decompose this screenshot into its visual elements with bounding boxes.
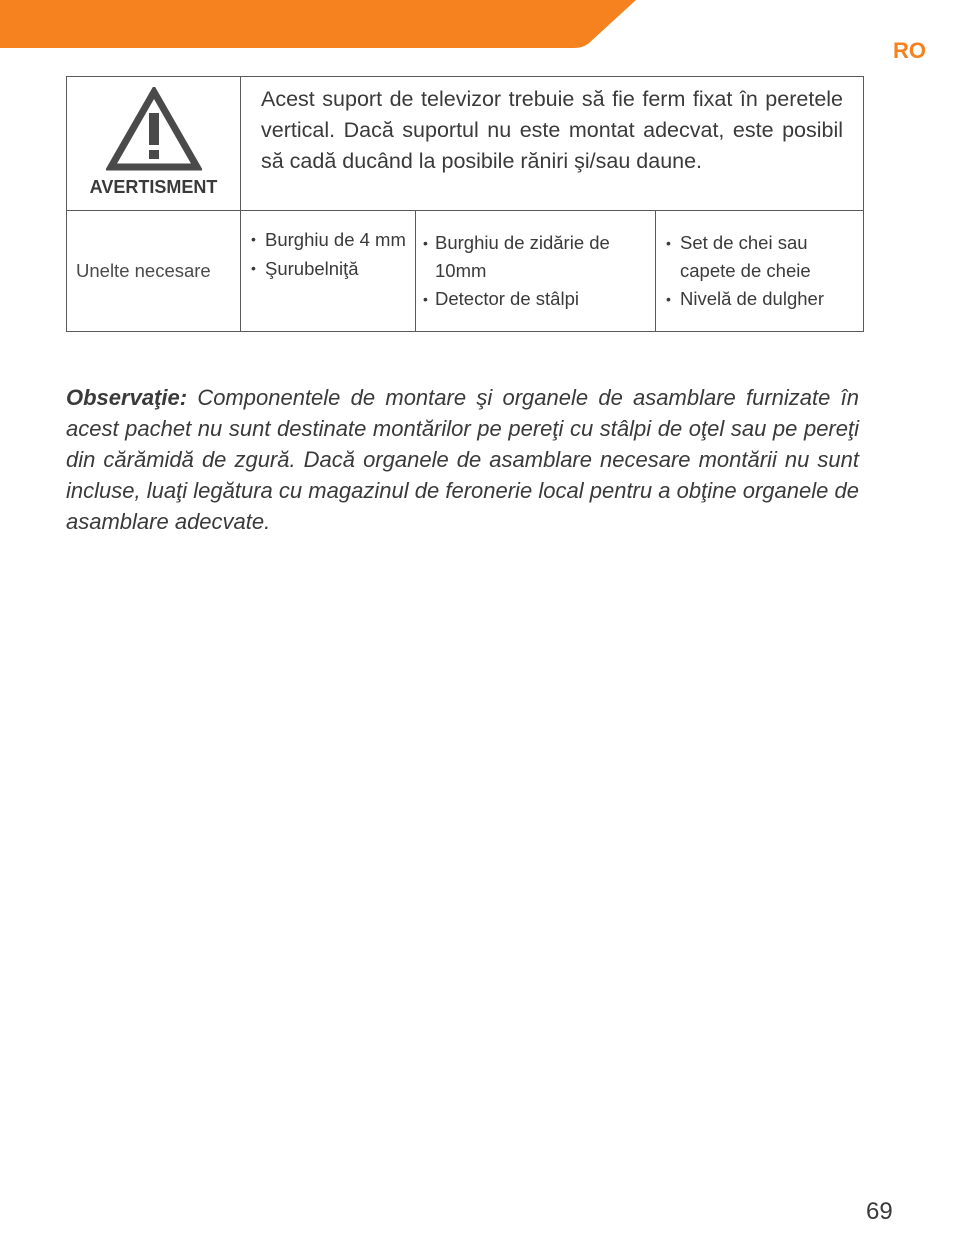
- note-text: Componentele de montare şi organele de asamblare furnizate în acest pachet nu sunt destinate montărilor pe pereţi cu stâlpi de oţel sau pe pereţi din cărămidă de zgură. Dacă organele de asamblare necesare montării nu sunt incluse, luaţi legătura cu magazinul de feronerie local pentru a obţine organele de asamblare adecvate.: [66, 385, 859, 534]
- tools-row: [67, 211, 864, 332]
- page-number: 69: [866, 1198, 893, 1225]
- warning-triangle-icon: [106, 87, 202, 171]
- warning-text: Acest suport de televizor trebuie să fie ferm fixat în peretele vertical. Dacă suportul nu este montat adecvat, este posibil să cadă ducând la posibile răniri şi/sau daune.: [261, 87, 844, 173]
- tools-column-3: [656, 211, 864, 332]
- header-banner: [0, 0, 640, 50]
- warning-row: [67, 77, 864, 211]
- tool-item: • Burghiu de 4 mm: [251, 225, 415, 254]
- tools-column-1: [241, 211, 416, 332]
- tool-list: [666, 229, 863, 313]
- tool-list: [423, 229, 655, 313]
- language-code: RO: [893, 38, 926, 63]
- tool-item: • Şurubelniţă: [251, 254, 415, 283]
- tools-label: Unelte necesare: [67, 211, 241, 332]
- warning-text-cell: [241, 77, 864, 211]
- safety-table: [66, 76, 864, 332]
- tool-item: • Set de chei sau capete de cheie: [666, 229, 863, 285]
- tool-item: • Burghiu de zidărie de 10mm: [423, 229, 655, 285]
- warning-cell: [67, 77, 241, 211]
- tools-column-2: [416, 211, 656, 332]
- note-title: Observaţie:: [66, 385, 188, 410]
- tool-list: [251, 225, 415, 283]
- tool-item: • Nivelă de dulgher: [666, 285, 863, 313]
- warning-label: AVERTISMENT: [89, 177, 218, 197]
- tool-item: • Detector de stâlpi: [423, 285, 655, 313]
- note-paragraph: [66, 382, 859, 537]
